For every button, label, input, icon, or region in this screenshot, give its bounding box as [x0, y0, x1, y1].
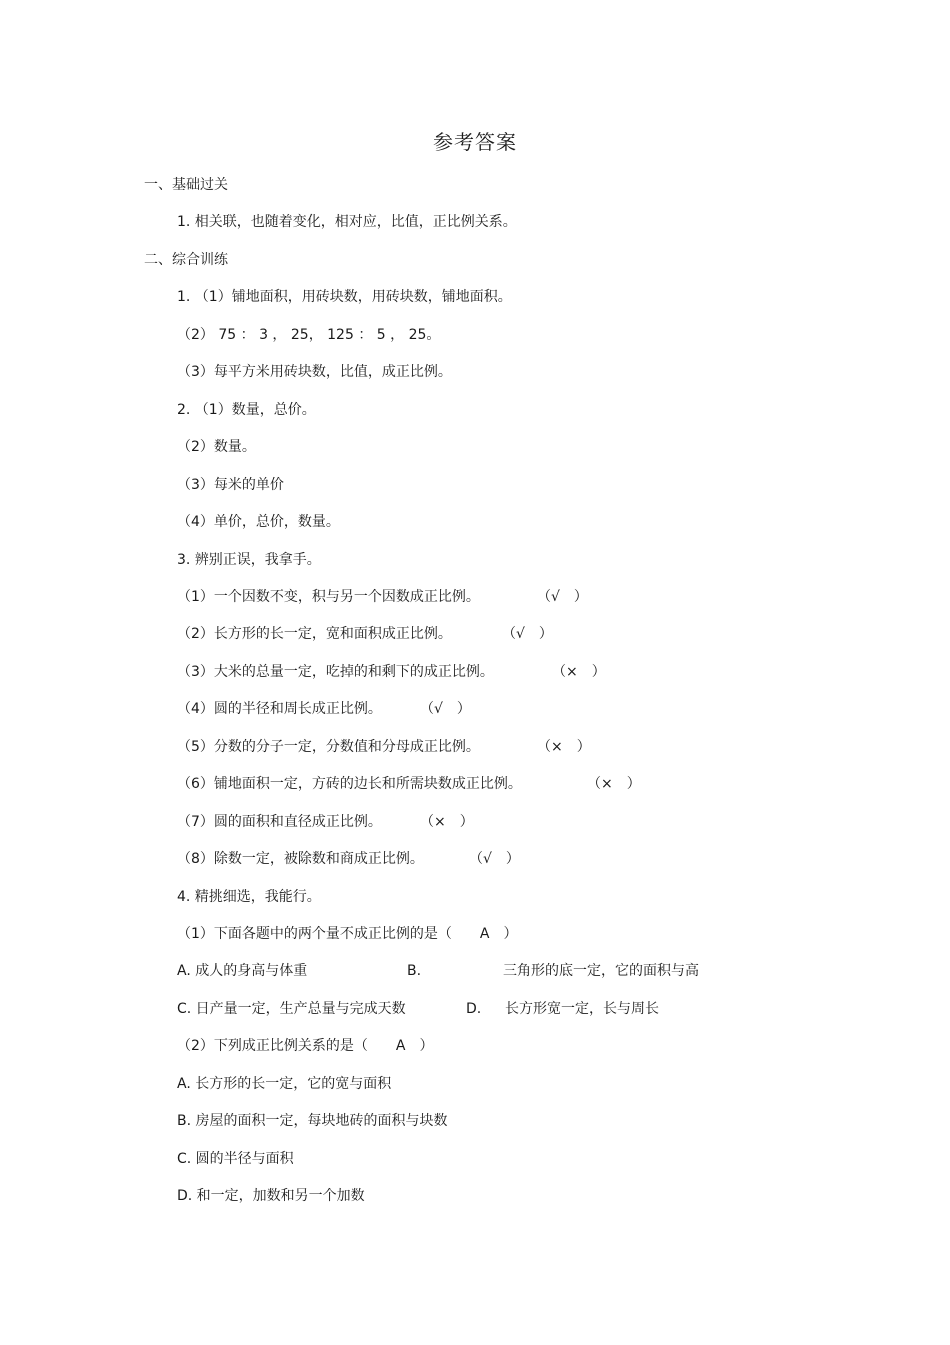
- judge-item-text: （2）长方形的长一定，宽和面积成正比例。: [177, 626, 452, 642]
- q4-heading: 4. 精挑细选，我能行。: [177, 889, 321, 905]
- section1-q1: 1. 相关联，也随着变化，相对应，比值，正比例关系。: [177, 214, 517, 230]
- q2-part4: （4）单价，总价，数量。: [177, 514, 340, 530]
- q1-part1: 1. （1）铺地面积，用砖块数，用砖块数，铺地面积。: [177, 289, 512, 305]
- section1-heading: 一、基础过关: [144, 177, 228, 193]
- judge-item-answer: （× ）: [537, 739, 591, 755]
- q4-sub1-option-c: C. 日产量一定，生产总量与完成天数: [177, 1001, 406, 1017]
- judge-item-answer: （√ ）: [537, 589, 588, 605]
- q1-part3: （3）每平方米用砖块数，比值，成正比例。: [177, 364, 452, 380]
- judge-item-text: （6）铺地面积一定，方砖的边长和所需块数成正比例。: [177, 776, 522, 792]
- q4-sub1-option-a: A. 成人的身高与体重: [177, 963, 308, 979]
- q2-part1: 2. （1）数量，总价。: [177, 402, 316, 418]
- q2-part3: （3）每米的单价: [177, 477, 284, 493]
- judge-item-text: （5）分数的分子一定，分数值和分母成正比例。: [177, 739, 480, 755]
- judge-item-text: （1）一个因数不变，积与另一个因数成正比例。: [177, 589, 480, 605]
- judge-item: [177, 775, 641, 793]
- judge-item: [177, 663, 606, 681]
- q4-sub2-question: （2）下列成正比例关系的是（ A ）: [177, 1038, 434, 1054]
- judge-item-answer: （√ ）: [420, 701, 471, 717]
- page-title: 参考答案: [433, 130, 517, 154]
- q4-sub2-option-a: A. 长方形的长一定，它的宽与面积: [177, 1076, 392, 1092]
- q4-sub2-option-d: D. 和一定，加数和另一个加数: [177, 1188, 365, 1204]
- q4-sub1-option-d-text: 长方形宽一定，长与周长: [505, 1001, 659, 1017]
- judge-item-text: （8）除数一定，被除数和商成正比例。: [177, 851, 424, 867]
- judge-item-answer: （√ ）: [502, 626, 553, 642]
- q4-sub1-option-b-text: 三角形的底一定，它的面积与高: [503, 963, 699, 979]
- judge-item-text: （7）圆的面积和直径成正比例。: [177, 814, 382, 830]
- judge-item: [177, 588, 588, 606]
- judge-item-text: （4）圆的半径和周长成正比例。: [177, 701, 382, 717]
- q1-part2: （2） 75 ： 3 ， 25， 125 ： 5 ， 25。: [177, 327, 441, 343]
- judge-item: [177, 813, 474, 831]
- judge-item: [177, 625, 553, 643]
- q4-sub1-option-d-label: D.: [466, 1001, 482, 1017]
- judge-item-answer: （× ）: [587, 776, 641, 792]
- q4-sub2-option-b: B. 房屋的面积一定，每块地砖的面积与块数: [177, 1113, 448, 1129]
- q4-sub2-option-c: C. 圆的半径与面积: [177, 1151, 294, 1167]
- section2-heading: 二、综合训练: [144, 252, 228, 268]
- judge-item: [177, 700, 471, 718]
- judge-item-answer: （√ ）: [469, 851, 520, 867]
- judge-item: [177, 738, 591, 756]
- q2-part2: （2）数量。: [177, 439, 256, 455]
- q4-sub1-question: （1）下面各题中的两个量不成正比例的是（ A ）: [177, 926, 518, 942]
- q3-heading: 3. 辨别正误，我拿手。: [177, 552, 321, 568]
- judge-item-answer: （× ）: [552, 664, 606, 680]
- q4-sub1-option-b-label: B.: [407, 963, 422, 979]
- judge-item-answer: （× ）: [420, 814, 474, 830]
- judge-item-text: （3）大米的总量一定，吃掉的和剩下的成正比例。: [177, 664, 494, 680]
- judge-item: [177, 850, 520, 868]
